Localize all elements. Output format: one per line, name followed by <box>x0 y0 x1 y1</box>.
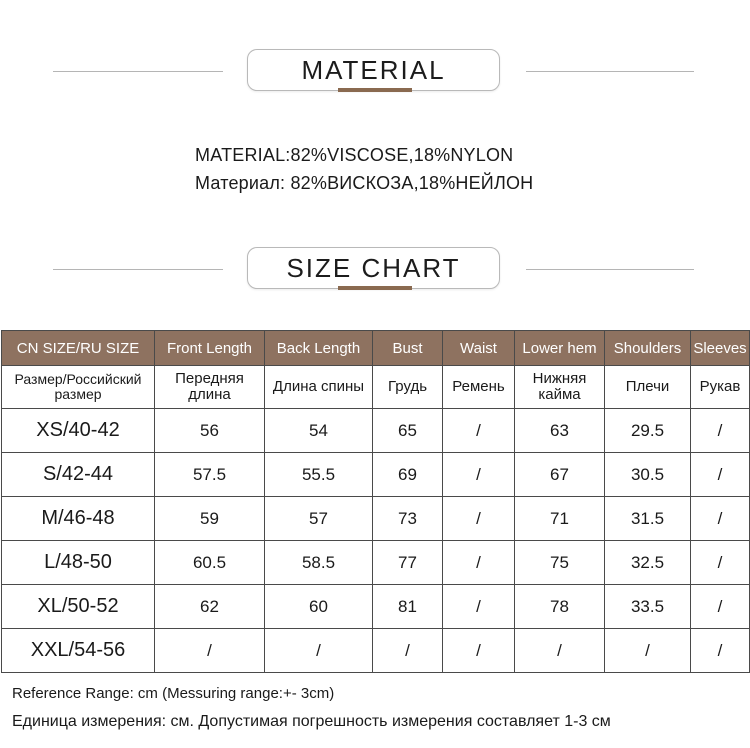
size-cell: XS/40-42 <box>2 409 155 453</box>
table-cell: / <box>443 497 515 541</box>
size-cell: XXL/54-56 <box>2 629 155 673</box>
divider-line <box>526 71 694 72</box>
section-title-pill <box>247 247 500 289</box>
header-cell: Lower hem <box>515 331 605 366</box>
header-cell-ru: Плечи <box>605 366 691 409</box>
header-cell: Bust <box>373 331 443 366</box>
table-cell: / <box>443 409 515 453</box>
header-cell: CN SIZE/RU SIZE <box>2 331 155 366</box>
header-cell-ru: Грудь <box>373 366 443 409</box>
header-cell-ru: Нижняя кайма <box>515 366 605 409</box>
header-cell-ru: Длина спины <box>265 366 373 409</box>
table-cell: / <box>691 541 750 585</box>
table-row <box>2 629 750 673</box>
header-row-russian <box>2 366 750 409</box>
table-cell: 78 <box>515 585 605 629</box>
reference-note-russian: Единица измерения: см. Допустимая погрешность измерения составляет 1-3 см <box>12 713 611 730</box>
table-cell: 32.5 <box>605 541 691 585</box>
size-cell: M/46-48 <box>2 497 155 541</box>
table-cell: 31.5 <box>605 497 691 541</box>
table-row <box>2 497 750 541</box>
table-cell: 71 <box>515 497 605 541</box>
table-cell: 65 <box>373 409 443 453</box>
table-cell: 55.5 <box>265 453 373 497</box>
table-cell: 54 <box>265 409 373 453</box>
header-row-english <box>2 331 750 366</box>
table-cell: / <box>443 585 515 629</box>
header-cell-ru: Ремень <box>443 366 515 409</box>
size-chart-title: SIZE CHART <box>286 252 461 283</box>
header-cell: Waist <box>443 331 515 366</box>
size-cell: S/42-44 <box>2 453 155 497</box>
size-chart-section-header <box>0 247 750 297</box>
header-cell-ru: Размер/Российский размер <box>2 366 155 409</box>
material-russian: Материал: 82%ВИСКОЗА,18%НЕЙЛОН <box>195 173 534 193</box>
table-row <box>2 453 750 497</box>
table-cell: 33.5 <box>605 585 691 629</box>
table-cell: 77 <box>373 541 443 585</box>
table-cell: 59 <box>155 497 265 541</box>
size-chart-table <box>1 330 750 673</box>
table-cell: 75 <box>515 541 605 585</box>
header-cell-ru: Передняя длина <box>155 366 265 409</box>
accent-underline <box>338 286 412 290</box>
table-cell: 67 <box>515 453 605 497</box>
table-cell: 81 <box>373 585 443 629</box>
header-cell: Shoulders <box>605 331 691 366</box>
table-cell: / <box>443 629 515 673</box>
size-cell: XL/50-52 <box>2 585 155 629</box>
table-cell: / <box>515 629 605 673</box>
header-cell: Sleeves <box>691 331 750 366</box>
table-cell: / <box>155 629 265 673</box>
table-cell: 73 <box>373 497 443 541</box>
table-row <box>2 409 750 453</box>
table-cell: / <box>691 629 750 673</box>
table-cell: / <box>443 541 515 585</box>
table-row <box>2 541 750 585</box>
table-cell: 56 <box>155 409 265 453</box>
table-cell: 57 <box>265 497 373 541</box>
table-cell: 60.5 <box>155 541 265 585</box>
divider-line <box>53 269 223 270</box>
table-row <box>2 585 750 629</box>
table-cell: 30.5 <box>605 453 691 497</box>
material-title: MATERIAL <box>301 54 446 85</box>
table-cell: / <box>373 629 443 673</box>
table-cell: 58.5 <box>265 541 373 585</box>
table-cell: / <box>443 453 515 497</box>
table-cell: / <box>691 453 750 497</box>
divider-line <box>53 71 223 72</box>
divider-line <box>526 269 694 270</box>
table-cell: 29.5 <box>605 409 691 453</box>
size-cell: L/48-50 <box>2 541 155 585</box>
table-cell: 60 <box>265 585 373 629</box>
table-cell: 57.5 <box>155 453 265 497</box>
table-cell: 62 <box>155 585 265 629</box>
table-cell: 69 <box>373 453 443 497</box>
material-english: MATERIAL:82%VISCOSE,18%NYLON <box>195 145 514 165</box>
table-cell: / <box>265 629 373 673</box>
material-section-header <box>0 49 750 99</box>
table-cell: / <box>605 629 691 673</box>
table-cell: / <box>691 585 750 629</box>
accent-underline <box>338 88 412 92</box>
table-cell: / <box>691 497 750 541</box>
header-cell: Front Length <box>155 331 265 366</box>
table-cell: 63 <box>515 409 605 453</box>
header-cell: Back Length <box>265 331 373 366</box>
header-cell-ru: Рукав <box>691 366 750 409</box>
table-cell: / <box>691 409 750 453</box>
section-title-pill <box>247 49 500 91</box>
reference-note-english: Reference Range: cm (Messuring range:+- 3cm) <box>12 685 335 702</box>
